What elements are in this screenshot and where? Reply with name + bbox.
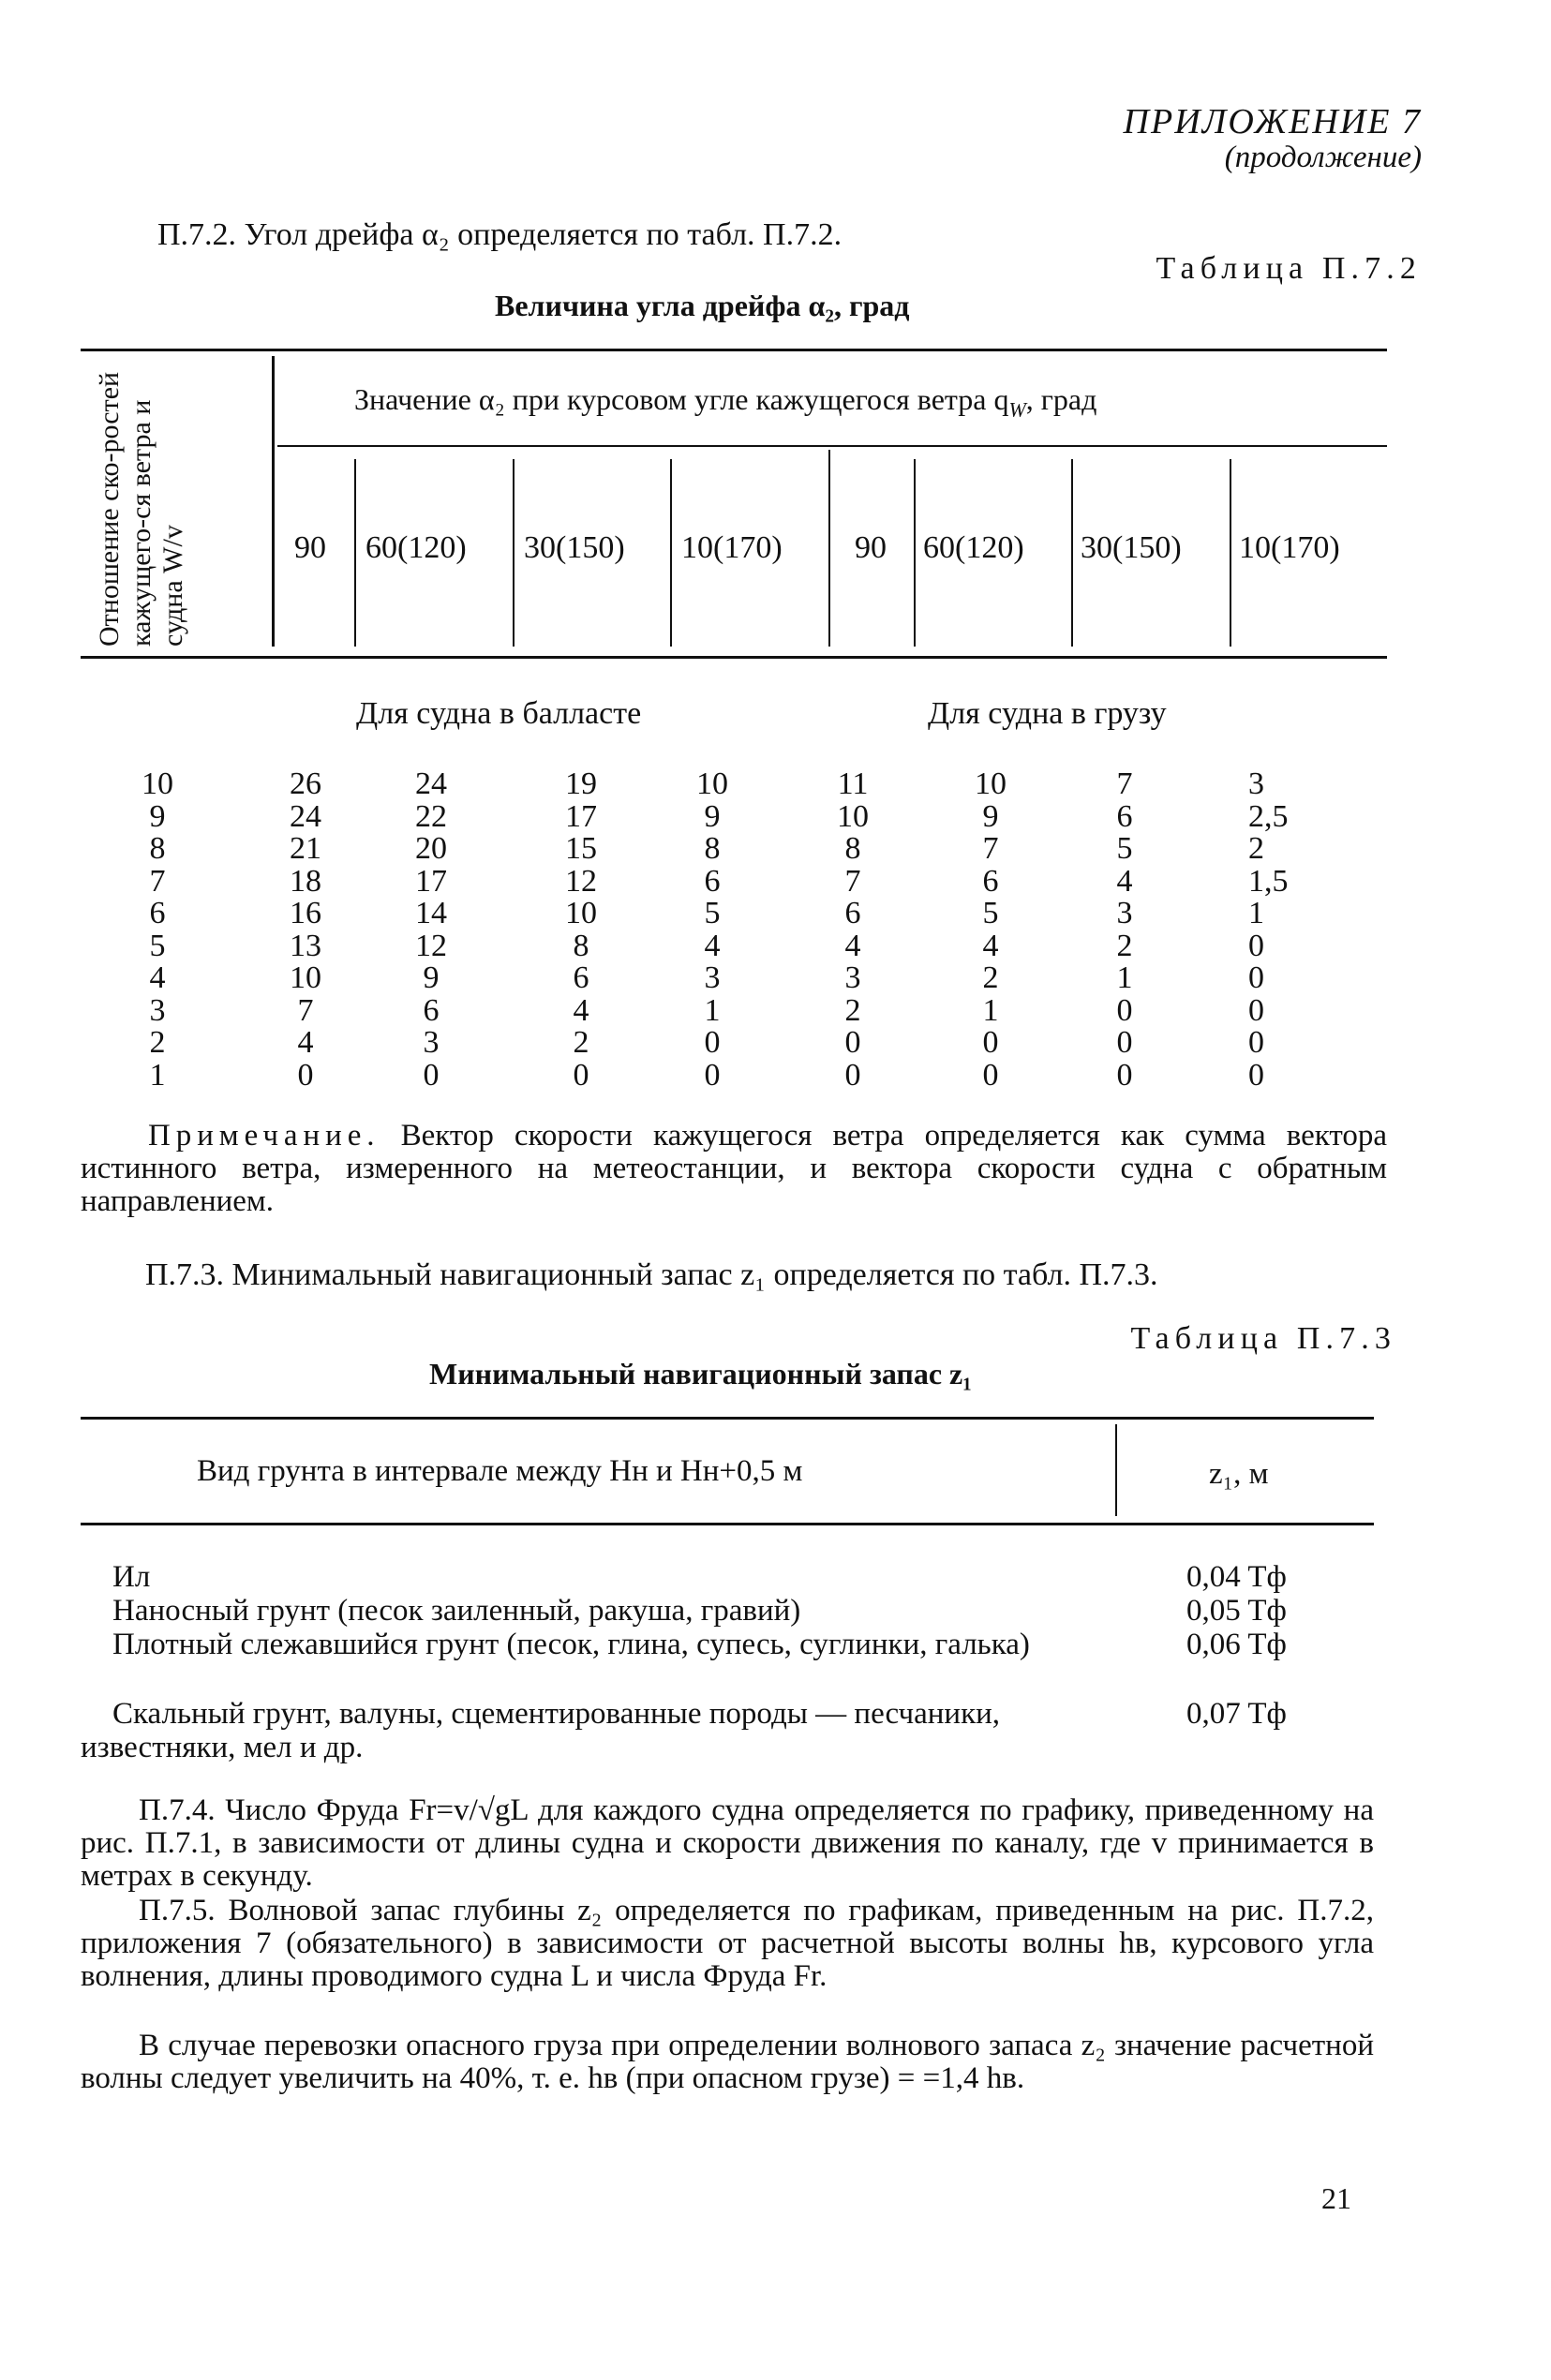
- drift-angle-cell: 1: [982, 992, 999, 1028]
- drift-angle-cell: 7: [844, 863, 861, 899]
- table-7-3-col1-header: Вид грунта в интервале между Hн и Hн+0,5 м: [197, 1454, 803, 1488]
- drift-angle-cell: 15: [565, 831, 597, 866]
- table-7-2-header-bottom-rule: [81, 656, 1387, 659]
- angle-header: 30(150): [1081, 530, 1182, 565]
- drift-angle-cell: 6: [704, 863, 721, 899]
- soil-type: Плотный слежавшийся грунт (песок, глина, супесь, суглинки, галька): [112, 1628, 1030, 1661]
- drift-angle-cell: 6: [982, 863, 999, 899]
- drift-angle-cell: 0: [844, 1057, 861, 1093]
- drift-angle-cell: 7: [297, 992, 314, 1028]
- soil-value: 0,05 Tф: [1186, 1594, 1287, 1628]
- drift-angle-cell: 14: [415, 896, 447, 930]
- drift-angle-cell: 2: [844, 992, 861, 1028]
- drift-angle-cell: 10: [290, 960, 321, 995]
- drift-angle-cell: 0: [573, 1057, 589, 1093]
- drift-angle-cell: 0: [982, 1025, 999, 1060]
- drift-angle-cell: 10: [696, 766, 728, 801]
- ratio-cell: 7: [149, 863, 166, 899]
- col-divider: [670, 459, 672, 647]
- appendix-title: ПРИЛОЖЕНИЕ 7: [1123, 102, 1422, 141]
- drift-angle-cell: 0: [1116, 1057, 1133, 1093]
- ratio-cell: 9: [149, 798, 166, 834]
- drift-angle-cell: 4: [573, 992, 589, 1028]
- angle-header: 10(170): [681, 530, 783, 565]
- drift-angle-cell: 7: [1116, 766, 1133, 801]
- table-7-3-label: Таблица П.7.3: [1130, 1321, 1396, 1356]
- table-7-2-top-rule: [81, 349, 1387, 351]
- table-7-2-title: Величина угла дрейфа α₂, град: [495, 289, 910, 322]
- drift-angle-cell: 24: [415, 766, 447, 801]
- drift-angle-cell: 0: [1248, 1057, 1264, 1093]
- drift-angle-cell: 3: [423, 1025, 440, 1060]
- drift-angle-cell: 9: [982, 798, 999, 834]
- ratio-cell: 5: [149, 928, 166, 963]
- drift-angle-cell: 2,5: [1248, 798, 1289, 834]
- drift-angle-cell: 1: [1248, 896, 1264, 930]
- table-7-3-col2-header: z₁, м: [1209, 1457, 1269, 1491]
- ratio-cell: 4: [149, 960, 166, 995]
- table-7-3-title: Минимальный навигационный запас z₁: [429, 1357, 972, 1391]
- drift-angle-cell: 5: [704, 896, 721, 930]
- table-7-2-row-header-divider: [272, 356, 275, 647]
- col-divider: [1230, 459, 1231, 647]
- angle-header: 30(150): [524, 530, 625, 565]
- drift-angle-cell: 0: [297, 1057, 314, 1093]
- angle-header: 60(120): [923, 530, 1024, 565]
- page-number: 21: [1321, 2181, 1351, 2215]
- drift-angle-cell: 1: [704, 992, 721, 1028]
- section-7-4: П.7.4. Число Фруда Fr=v/√gL для каждого судна определяется по графику, приведенному на рис. П.7.1, в зависимости от длины судна и скорости движения по каналу, где v принимается в метрах в секунду.: [81, 1793, 1374, 1893]
- table-7-2-subheader-rule: [277, 445, 1387, 447]
- drift-angle-cell: 7: [982, 831, 999, 866]
- drift-angle-cell: 3: [704, 960, 721, 995]
- drift-angle-cell: 8: [844, 831, 861, 866]
- drift-angle-cell: 4: [704, 928, 721, 963]
- drift-angle-cell: 1: [1116, 960, 1133, 995]
- drift-angle-cell: 0: [1248, 1025, 1264, 1060]
- drift-angle-cell: 19: [565, 766, 597, 801]
- drift-angle-cell: 17: [565, 798, 597, 834]
- section-7-2-intro: П.7.2. Угол дрейфа α₂ определяется по табл. П.7.2.: [157, 217, 843, 252]
- drift-angle-cell: 24: [290, 798, 321, 834]
- drift-angle-cell: 5: [982, 896, 999, 930]
- ratio-cell: 3: [149, 992, 166, 1028]
- drift-angle-cell: 10: [975, 766, 1007, 801]
- soil-type: Наносный грунт (песок заиленный, ракуша, гравий): [112, 1594, 801, 1628]
- soil-value: 0,04 Tф: [1186, 1560, 1287, 1594]
- drift-angle-cell: 0: [704, 1025, 721, 1060]
- drift-angle-cell: 4: [1116, 863, 1133, 899]
- drift-angle-cell: 6: [844, 896, 861, 930]
- drift-angle-cell: 0: [1116, 992, 1133, 1028]
- drift-angle-cell: 0: [844, 1025, 861, 1060]
- drift-angle-cell: 6: [1116, 798, 1133, 834]
- soil-type: Ил: [112, 1560, 151, 1594]
- drift-angle-cell: 12: [565, 863, 597, 899]
- col-divider: [1071, 459, 1073, 647]
- drift-angle-cell: 17: [415, 863, 447, 899]
- drift-angle-cell: 5: [1116, 831, 1133, 866]
- drift-angle-cell: 0: [1116, 1025, 1133, 1060]
- table-7-3-top-rule: [81, 1417, 1374, 1420]
- section-7-5-dangerous-cargo: В случае перевозки опасного груза при определении волнового запаса z₂ значение расчетной волны следует увеличить на 40%, т. е. hв (при опасном грузе) = =1,4 hв.: [81, 2029, 1374, 2095]
- drift-angle-cell: 6: [423, 992, 440, 1028]
- drift-angle-cell: 3: [1116, 896, 1133, 930]
- drift-angle-cell: 4: [982, 928, 999, 963]
- ratio-cell: 6: [149, 896, 166, 930]
- drift-angle-cell: 2: [1116, 928, 1133, 963]
- group-cargo-label: Для судна в грузу: [928, 696, 1167, 731]
- group-ballast-label: Для судна в балласте: [356, 696, 642, 731]
- drift-angle-cell: 22: [415, 798, 447, 834]
- drift-angle-cell: 0: [982, 1057, 999, 1093]
- soil-type: Скальный грунт, валуны, сцементированные породы — песчаники, известняки, мел и др.: [81, 1697, 1001, 1764]
- drift-angle-cell: 2: [982, 960, 999, 995]
- drift-angle-cell: 0: [1248, 928, 1264, 963]
- ratio-cell: 10: [142, 766, 173, 801]
- angle-header: 60(120): [365, 530, 467, 565]
- drift-angle-cell: 18: [290, 863, 321, 899]
- drift-angle-cell: 10: [837, 798, 869, 834]
- drift-angle-cell: 0: [423, 1057, 440, 1093]
- drift-angle-cell: 16: [290, 896, 321, 930]
- table-7-3-col-divider: [1115, 1424, 1117, 1516]
- drift-angle-cell: 9: [423, 960, 440, 995]
- col-divider: [354, 459, 356, 647]
- drift-angle-cell: 8: [704, 831, 721, 866]
- table-7-2-row-header: Отношение ско-ростей кажущего-ся ветра и судна W/v: [94, 371, 188, 647]
- section-7-3-intro: П.7.3. Минимальный навигационный запас z₁ определяется по табл. П.7.3.: [145, 1257, 1158, 1292]
- angle-header: 90: [294, 530, 326, 565]
- drift-angle-cell: 8: [573, 928, 589, 963]
- soil-value: 0,07 Tф: [1186, 1697, 1287, 1731]
- ratio-cell: 2: [149, 1025, 166, 1060]
- drift-angle-cell: 0: [1248, 992, 1264, 1028]
- col-divider: [828, 450, 830, 647]
- drift-angle-cell: 3: [844, 960, 861, 995]
- angle-header: 90: [855, 530, 887, 565]
- table-7-3-header-bottom-rule: [81, 1523, 1374, 1525]
- soil-value: 0,06 Tф: [1186, 1628, 1287, 1661]
- appendix-continuation: (продолжение): [1224, 141, 1422, 174]
- drift-angle-cell: 9: [704, 798, 721, 834]
- drift-angle-cell: 2: [573, 1025, 589, 1060]
- drift-angle-cell: 26: [290, 766, 321, 801]
- ratio-cell: 8: [149, 831, 166, 866]
- drift-angle-cell: 4: [297, 1025, 314, 1060]
- drift-angle-cell: 0: [704, 1057, 721, 1093]
- drift-angle-cell: 20: [415, 831, 447, 866]
- drift-angle-cell: 13: [290, 928, 321, 963]
- drift-angle-cell: 1,5: [1248, 863, 1289, 899]
- table-7-2-col-header: Значение α₂ при курсовом угле кажущегося ветра $q_W$, град: [354, 382, 1097, 422]
- col-divider: [513, 459, 515, 647]
- table-7-2-label: Таблица П.7.2: [1156, 251, 1422, 286]
- col-divider: [914, 459, 916, 647]
- drift-angle-cell: 2: [1248, 831, 1264, 866]
- drift-angle-cell: 3: [1248, 766, 1264, 801]
- ratio-cell: 1: [149, 1057, 166, 1093]
- section-7-5: П.7.5. Волновой запас глубины z₂ определяется по графикам, приведенным на рис. П.7.2, приложения 7 (обязательного) в зависимости от расчетной высоты волны hв, курсового угла волнения, длины проводимого судна L и числа Фруда Fr.: [81, 1894, 1374, 1993]
- drift-angle-cell: 0: [1248, 960, 1264, 995]
- drift-angle-cell: 11: [837, 766, 869, 801]
- drift-angle-cell: 12: [415, 928, 447, 963]
- drift-angle-cell: 6: [573, 960, 589, 995]
- drift-angle-cell: 4: [844, 928, 861, 963]
- drift-angle-cell: 10: [565, 896, 597, 930]
- angle-header: 10(170): [1239, 530, 1340, 565]
- table-7-2-note: Примечание. Вектор скорости кажущегося ветра определяется как сумма вектора истинного ветра, измеренного на метеостанции, и вектора скорости судна с обратным направлением.: [81, 1119, 1387, 1218]
- drift-angle-cell: 21: [290, 831, 321, 866]
